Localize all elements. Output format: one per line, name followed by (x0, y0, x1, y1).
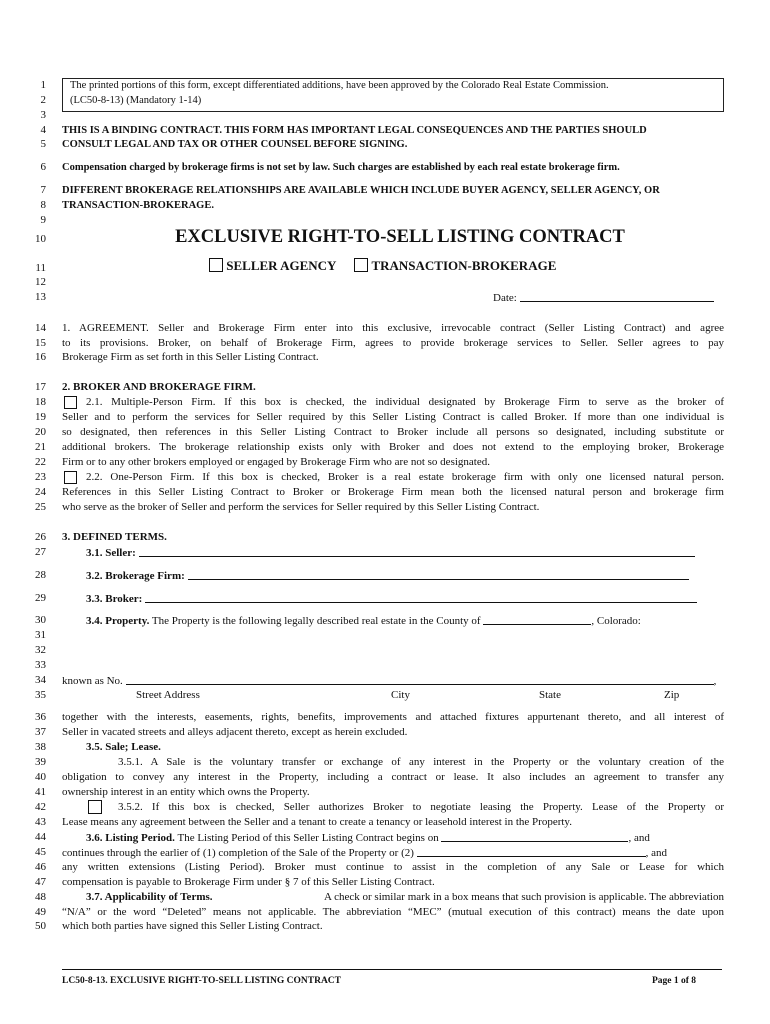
line-number: 35 (35, 689, 46, 701)
seller-row (86, 546, 695, 560)
line-number: 8 (40, 199, 46, 211)
relationships-notice-line-1: DIFFERENT BROKERAGE RELATIONSHIPS ARE AVAILABLE WHICH INCLUDE BUYER AGENCY, SELLER AGENCY, OR (62, 185, 660, 196)
line-number: 25 (35, 501, 46, 513)
listing-end-row (62, 846, 667, 860)
address-caption-street: Street Address (136, 689, 200, 701)
section-2-line-19: Seller and to perform the services for Seller required by this Seller Listing Contract is called Broker. If more than one individual is (62, 411, 724, 423)
line-number: 18 (35, 396, 46, 408)
section-2-line-24: References in this Seller Listing Contract to Broker or Brokerage Firm mean both the licensed natural person and brokerage firm (62, 486, 724, 498)
listing-period-label: 3.6. Listing Period. (86, 832, 175, 844)
line-number: 43 (35, 816, 46, 828)
address-row (62, 674, 716, 688)
seller-label: 3.1. Seller: (86, 547, 136, 559)
brokerage-firm-field[interactable] (188, 569, 689, 580)
line-number: 22 (35, 456, 46, 468)
section-2-line-25: who serve as the broker of Seller and perform the services for Seller required by this Seller Listing Contract. (62, 501, 540, 513)
broker-row (86, 592, 697, 606)
address-comma: , (713, 675, 717, 687)
compensation-notice: Compensation charged by brokerage firms is not set by law. Such charges are established by each real estate brokerage firm. (62, 162, 620, 173)
line-number: 15 (35, 337, 46, 349)
line-number: 13 (35, 291, 46, 303)
listing-end-text: continues through the earlier of (1) completion of the Sale of the Property or (2) (62, 847, 414, 859)
footer-form-id: LC50-8-13. EXCLUSIVE RIGHT-TO-SELL LISTING CONTRACT (62, 976, 341, 986)
seller-agency-checkbox[interactable] (209, 258, 223, 272)
listing-period-row (86, 831, 650, 845)
line-number: 34 (35, 674, 46, 686)
date-label: Date: (493, 292, 517, 304)
section-3-line-40: obligation to convey any interest in the Property, including a contract or lease. It also includes an agreement to transfer any (62, 771, 724, 783)
line-number: 3 (40, 109, 46, 121)
line-number: 11 (35, 262, 46, 274)
section-2-line-21: additional brokers. The brokerage relationship exists only with Broker and does not extend to the employing broker, Brokerage (62, 441, 724, 453)
line-number: 21 (35, 441, 46, 453)
line-number: 14 (35, 322, 46, 334)
line-number: 49 (35, 906, 46, 918)
section-3-line-36: together with the interests, easements, rights, benefits, improvements and attached fixtures appurtenant thereto, and all interest of (62, 711, 724, 723)
line-number: 48 (35, 891, 46, 903)
address-caption-state: State (539, 689, 561, 701)
address-field[interactable] (126, 674, 714, 685)
line-number: 36 (35, 711, 46, 723)
address-caption-city: City (391, 689, 410, 701)
property-text: The Property is the following legally described real estate in the County of (151, 615, 481, 627)
broker-label: 3.3. Broker: (86, 593, 143, 605)
line-number: 39 (35, 756, 46, 768)
section-2-line-20: so designated, then references in this Seller Listing Contract to Broker include all persons so designated, including substitute or (62, 426, 724, 438)
line-number: 38 (35, 741, 46, 753)
line-number: 20 (35, 426, 46, 438)
date-field[interactable] (520, 291, 714, 302)
line-number: 28 (35, 569, 46, 581)
section-2-2-line: 2.2. One-Person Firm. If this box is checked, Broker is a real estate brokerage firm with only one licensed natural person. (86, 471, 724, 483)
section-3-line-46: any written extensions (Listing Period). Broker must continue to assist in the completion of any Sale or Lease for which (62, 861, 724, 873)
commission-notice-line-2: (LC50-8-13) (Mandatory 1-14) (70, 95, 202, 106)
line-number: 33 (35, 659, 46, 671)
line-number: 10 (35, 233, 46, 245)
section-1-line-3: Brokerage Firm as set forth in this Seller Listing Contract. (62, 351, 319, 363)
line-number: 4 (40, 124, 46, 136)
line-number: 30 (35, 614, 46, 626)
section-1-line-2: to its provisions. Broker, on behalf of Brokerage Firm, agrees to provide brokerage services to Seller. Seller agrees to pay (62, 337, 724, 349)
brokerage-firm-label: 3.2. Brokerage Firm: (86, 570, 185, 582)
listing-period-text: The Listing Period of this Seller Listing Contract begins on (177, 832, 439, 844)
line-number: 46 (35, 861, 46, 873)
section-3-line-43: Lease means any agreement between the Seller and a tenant to create a tenancy or leasehold interest in the Property. (62, 816, 572, 828)
page-title: EXCLUSIVE RIGHT-TO-SELL LISTING CONTRACT (175, 227, 625, 247)
known-as-label: known as No. (62, 675, 123, 687)
line-number: 7 (40, 184, 46, 196)
line-number: 12 (35, 276, 46, 288)
seller-agency-label: SELLER AGENCY (226, 258, 336, 273)
section-3-heading: 3. DEFINED TERMS. (62, 531, 167, 543)
property-row (86, 614, 641, 628)
footer-divider (62, 969, 722, 970)
section-2-line-22: Firm or to any other brokers employed or engaged by Brokerage Firm who are not so designated. (62, 456, 490, 468)
line-number: 17 (35, 381, 46, 393)
lease-authorization-checkbox[interactable] (88, 800, 102, 814)
line-number: 1 (40, 79, 46, 91)
line-number: 19 (35, 411, 46, 423)
section-3-line-50: which both parties have signed this Seller Listing Contract. (62, 920, 323, 932)
line-number: 2 (40, 94, 46, 106)
listing-start-field[interactable] (441, 831, 628, 842)
section-1-line-1: 1. AGREEMENT. Seller and Brokerage Firm enter into this exclusive, irrevocable contract (Seller Listing Contract) and agree (62, 322, 724, 334)
seller-field[interactable] (139, 546, 695, 557)
date-row (493, 291, 714, 305)
line-number: 37 (35, 726, 46, 738)
section-3-5-2-line: 3.5.2. If this box is checked, Seller authorizes Broker to negotiate leasing the Property. Lease of the Property or (118, 801, 724, 813)
line-number: 9 (40, 214, 46, 226)
line-number: 32 (35, 644, 46, 656)
transaction-brokerage-label: TRANSACTION-BROKERAGE (371, 258, 557, 273)
section-3-line-41: ownership interest in an entity which owns the Property. (62, 786, 310, 798)
line-number: 41 (35, 786, 46, 798)
line-number: 27 (35, 546, 46, 558)
applicability-text: A check or similar mark in a box means that such provision is applicable. The abbreviation (324, 891, 724, 903)
line-number: 16 (35, 351, 46, 363)
binding-warning-line-2: CONSULT LEGAL AND TAX OR OTHER COUNSEL BEFORE SIGNING. (62, 139, 408, 150)
property-label: 3.4. Property. (86, 615, 150, 627)
sale-lease-heading: 3.5. Sale; Lease. (86, 741, 161, 753)
section-2-1-line: 2.1. Multiple-Person Firm. If this box is checked, the individual designated by Brokerage Firm to serve as the broker of (86, 396, 724, 408)
section-2-heading: 2. BROKER AND BROKERAGE FIRM. (62, 381, 256, 393)
line-number: 45 (35, 846, 46, 858)
line-number: 29 (35, 592, 46, 604)
agency-options (209, 258, 556, 274)
line-number: 44 (35, 831, 46, 843)
address-caption-zip: Zip (664, 689, 680, 701)
line-number: 6 (40, 161, 46, 173)
line-number: 47 (35, 876, 46, 888)
section-3-line-37: Seller in vacated streets and alleys adjacent thereto, except as herein excluded. (62, 726, 408, 738)
applicability-row (86, 891, 724, 904)
line-number: 26 (35, 531, 46, 543)
line-number: 40 (35, 771, 46, 783)
line-number: 23 (35, 471, 46, 483)
section-3-line-49: “N/A” or the word “Deleted” means not applicable. The abbreviation “MEC” (mutual execution of this contract) means the date upon (62, 906, 724, 918)
section-3-5-1-line: 3.5.1. A Sale is the voluntary transfer or exchange of any interest in the Property or the voluntary creation of the (118, 756, 724, 768)
listing-and-2: , and (645, 847, 668, 859)
relationships-notice-line-2: TRANSACTION-BROKERAGE. (62, 200, 214, 211)
brokerage-firm-row (86, 569, 689, 583)
applicability-label: 3.7. Applicability of Terms. (86, 891, 213, 903)
line-number: 24 (35, 486, 46, 498)
transaction-brokerage-checkbox[interactable] (354, 258, 368, 272)
line-number: 42 (35, 801, 46, 813)
multiple-person-firm-checkbox[interactable] (64, 396, 77, 409)
broker-field[interactable] (145, 592, 697, 603)
footer-page-number: Page 1 of 8 (652, 976, 697, 986)
county-field[interactable] (483, 614, 591, 625)
line-number: 31 (35, 629, 46, 641)
section-3-line-47: compensation is payable to Brokerage Firm under § 7 of this Seller Listing Contract. (62, 876, 435, 888)
line-number: 50 (35, 920, 46, 932)
binding-warning-line-1: THIS IS A BINDING CONTRACT. THIS FORM HAS IMPORTANT LEGAL CONSEQUENCES AND THE PARTIES SHOULD (62, 125, 647, 136)
line-number: 5 (40, 138, 46, 150)
listing-and-1: , and (628, 832, 650, 844)
listing-end-field[interactable] (417, 846, 646, 857)
colorado-label: , Colorado: (591, 615, 641, 627)
one-person-firm-checkbox[interactable] (64, 471, 77, 484)
commission-notice-line-1: The printed portions of this form, except differentiated additions, have been approved by the Colorado Real Estate Commission. (70, 80, 609, 91)
